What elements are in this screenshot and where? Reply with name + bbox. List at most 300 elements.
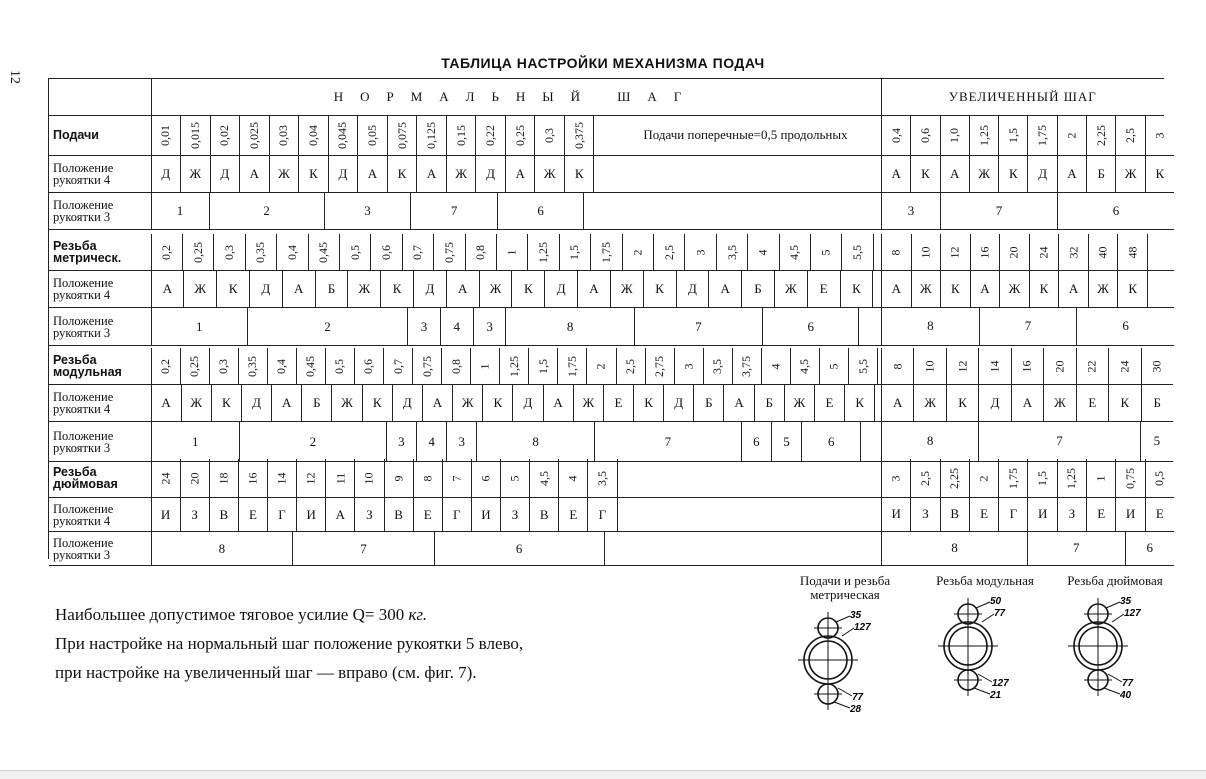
handle-4-position: Д [241,385,271,421]
value-cell [384,348,413,384]
page-title: ТАБЛИЦА НАСТРОЙКИ МЕХАНИЗМА ПОДАЧ [441,55,765,71]
value-cell-text: 2,5 [623,359,638,374]
top-gear-teeth-b: 127 [854,622,871,633]
increased-handle-3-position: 8 [926,433,934,448]
handle-4-grid [152,156,882,192]
handle-4-label: Положение рукоятки 4 [49,271,151,308]
value-cell-text: 3,5 [724,245,739,260]
value-cell-text: 0,05 [364,125,379,146]
handle-3-position: 2 [240,422,387,461]
normal-values-cell [151,234,881,271]
value-cell-text: 1,75 [598,242,613,263]
value-cell-text: 14 [274,472,289,485]
value-cell-text: 0,01 [158,125,173,146]
value-cell-text: 0,8 [473,245,488,260]
value-cell-text: 5 [507,475,522,482]
value-cell-text: 3 [681,363,696,370]
value-cell-text: 0,375 [571,122,586,149]
increased-handle-4-position: Д [979,385,1011,421]
value-cell-text: 4 [755,249,770,256]
value-cell [674,348,703,384]
value-cell [732,348,761,384]
value-cell-text: 24 [158,472,173,485]
section-label: Подачи [49,115,151,156]
gear-train-icon [930,594,1040,704]
value-cell-text: 0,3 [222,245,237,260]
handle-4-position: А [505,156,535,192]
value-cell [654,234,685,270]
gear-line [1104,688,1120,694]
handle-3-grid [152,193,882,229]
handle-4-position: Е [807,271,840,307]
handle-3-position: 3 [324,193,411,229]
handle-4-position: А [161,395,171,410]
increased-handle-4-position: И [1028,498,1057,531]
value-cell-text: 0,025 [246,122,261,149]
value-cell-text: 0,4 [274,359,289,374]
value-cell-text: 0,45 [303,356,318,377]
value-cell-text: 0,04 [305,125,320,146]
increased-value-cell [911,459,940,497]
handle-3-position: 6 [497,193,584,229]
handle-4-position: Д [664,385,694,421]
value-cell [622,234,653,270]
handle-4-position: К [387,156,417,192]
increased-handle-4-position: Ж [1000,271,1030,307]
header-corner [49,79,151,115]
increased-value-cell-text: 24 [1117,360,1132,373]
value-cell-text: 0,7 [410,245,425,260]
gear-diagram-caption: Подачи и резьба метрическая [799,573,891,602]
increased-value-cell [999,115,1028,155]
increased-value-cell-text: 10 [922,360,937,373]
empty-cell [859,308,881,345]
value-cell [703,348,732,384]
increased-value-cell-text: 2 [976,475,991,482]
handle-4-grid [152,498,882,531]
value-cell [530,459,559,497]
handle-4-position: Г [268,498,297,531]
handle-3-position: 6 [741,422,771,461]
increased-handle-4-position: Г [999,498,1028,531]
value-cell-text: 5,5 [850,245,865,260]
value-cell-text: 4 [565,475,580,482]
increased-value-cell-text: 20 [1052,360,1067,373]
increased-handle-4-position: Е [1087,498,1116,531]
value-cell [842,234,873,270]
handle-4-grid [152,271,882,307]
value-cell [299,115,329,155]
gear-diagram-caption: Резьба модульная [936,573,1034,588]
top-gear-teeth-a: 35 [1120,596,1132,607]
increased-value-cell [946,348,978,384]
handle-3-label: Положение рукоятки 3 [49,193,151,230]
increased-value-cell-text: 1,75 [1035,124,1050,146]
gear-diagram-2 [915,574,1055,704]
value-cell [496,234,527,270]
value-cell-text: 5 [818,249,833,256]
handle-4-position: И [160,506,171,522]
increased-value-cell-text: 16 [1019,360,1034,373]
handle-4-position: Г [588,498,617,531]
bottom-gear-teeth-b: 40 [1120,690,1132,701]
value-cell [471,459,500,497]
handle-4-position: Ж [479,271,512,307]
increased-handle-4-grid [882,271,1174,307]
value-cell [387,115,417,155]
increased-value-cell-text: 0,4 [888,127,903,143]
bottom-gear-teeth-b: 21 [990,690,1002,701]
top-gear-teeth-b: 127 [1124,608,1141,619]
handle-3-positions-cell [151,422,881,462]
increased-handle-4-cell [882,155,1174,192]
increased-value-cell [1057,115,1086,155]
handle-4-position: Д [328,156,358,192]
increased-handle-3-position: 3 [907,202,915,218]
section-increased-1 [881,234,1174,346]
increased-value-cell [882,234,912,270]
value-cell [267,348,296,384]
increased-handle-3-grid [882,422,1173,461]
increased-value-cell [1087,459,1116,497]
handle-4-position: Ж [784,385,814,421]
value-cell-text: 10 [361,472,376,485]
increased-value-cell [882,115,911,155]
increased-handle-3-cell [882,307,1174,345]
value-cell-text: 1 [504,249,519,256]
value-cell [471,348,500,384]
value-cell [417,115,447,155]
value-cell [384,459,413,497]
handle-4-position: К [299,156,329,192]
empty-cell [617,459,881,497]
gear-line [836,616,850,622]
feed-setup-table [48,78,1167,562]
increased-step-note: при настройке на увеличенный шаг — вправо (см. фиг. 7). [55,663,477,682]
empty-cell [1147,234,1174,270]
handle-4-position: Е [559,498,588,531]
increased-handle-4-position: И [891,506,901,521]
handle-4-position: Б [754,385,784,421]
increased-value-cell-text: 3 [1152,132,1167,139]
handle-4-position: А [282,271,315,307]
increased-value-cell [1011,348,1043,384]
value-cell [811,234,842,270]
value-cell-text: 3 [693,249,708,256]
handle-3-position: 6 [802,422,861,461]
increased-value-cell-text: 24 [1036,246,1051,259]
increased-value-cell [1044,348,1076,384]
increased-handle-3-position: 6 [1077,308,1174,345]
value-cell-text: 1 [477,363,492,370]
handle-4-position: К [483,385,513,421]
increased-value-cell-text: 2,5 [1123,127,1138,143]
increased-value-cell [1087,115,1116,155]
handle-4-position: Ж [446,156,476,192]
normal-values-cell [151,115,881,156]
increased-value-cell [969,115,998,155]
handle-3-position: 4 [416,422,446,461]
normal-values-grid [152,234,882,270]
increased-handle-4-grid [882,385,1173,421]
value-cell [476,115,506,155]
increased-handle-4-position: К [1118,271,1148,307]
value-cell-text: 0,045 [335,122,350,149]
increased-handle-4-grid [882,498,1174,531]
increased-value-cell-text: 2,25 [947,467,962,489]
value-cell [326,459,355,497]
handle-4-position: А [272,385,302,421]
value-cell [645,348,674,384]
increased-handle-3-cell [882,421,1173,461]
value-cell [442,459,471,497]
section-normal-1 [49,234,881,346]
handle-4-position: Д [545,271,578,307]
handle-4-position: К [362,385,392,421]
value-cell [355,459,384,497]
increased-value-cell-text: 8 [888,249,903,256]
value-cell-text: 11 [332,472,347,485]
value-cell [277,234,308,270]
value-cell-text: 1,5 [567,245,582,260]
value-cell-text: 4,5 [787,245,802,260]
normal-step-header: НОРМАЛЬНЫЙ ШАГ [151,79,881,115]
value-cell-text: 0,35 [245,356,260,377]
increased-handle-3-position: 7 [979,422,1141,461]
handle-4-position: К [564,156,594,192]
value-cell [559,459,588,497]
handle-4-position: А [446,271,479,307]
increased-handle-3-position: 7 [940,193,1057,229]
value-cell [152,234,183,270]
increased-value-cell-text: 0,5 [1152,470,1167,486]
value-cell [587,348,616,384]
handle-4-position: Ж [573,385,603,421]
increased-handle-4-position: А [1057,156,1086,192]
increased-handle-4-position: Д [1028,156,1057,192]
handle-3-positions-cell [151,308,881,346]
increased-handle-4-cell [882,384,1173,421]
increased-value-cell-text: 1,25 [1064,467,1079,489]
value-cell-text: 2,5 [661,245,676,260]
gear-diagram-3 [1045,574,1185,704]
value-cell-text: 9 [391,475,406,482]
value-cell-text: 6 [478,475,493,482]
increased-value-cell [1145,115,1174,155]
handle-4-position: К [840,271,873,307]
value-cell [325,348,354,384]
value-cell [779,234,810,270]
handle-4-position: Д [414,271,447,307]
increased-value-cell [1029,234,1059,270]
bottom-gear-teeth-a: 77 [1122,678,1134,689]
handle-4-position: Д [161,166,171,181]
handle-4-position: А [326,498,355,531]
value-cell [558,348,587,384]
section-normal-3 [49,459,881,566]
handle-4-position: Г [442,498,471,531]
handle-3-position: 6 [434,532,604,565]
value-cell-text: 0,45 [316,242,331,263]
increased-handle-4-cell [882,497,1174,531]
increased-value-cell-text: 12 [955,360,970,373]
increased-value-cell [1000,234,1030,270]
gear-line [978,674,992,682]
value-cell [564,115,594,155]
increased-value-cell-text: 8 [890,363,905,370]
value-cell-text: 0,5 [347,245,362,260]
value-cell [500,348,529,384]
value-cell-text: 20 [187,472,202,485]
increased-handle-4-position: Ж [969,156,998,192]
section-increased-2 [881,348,1173,462]
handle-3-position: 7 [411,193,498,229]
handle-4-position: Ж [269,156,299,192]
value-cell-text: 7 [449,475,464,482]
increased-value-cell [1057,459,1086,497]
increased-value-cell [941,234,971,270]
increased-value-cell-text: 14 [987,360,1002,373]
empty-cell [594,156,881,192]
handle-4-position: Ж [348,271,381,307]
increased-handle-4-position: К [941,271,971,307]
increased-handle-4-position: А [1011,385,1043,421]
handle-3-position: 2 [247,308,407,345]
increased-handle-4-position: А [1059,271,1089,307]
value-cell [616,348,645,384]
value-cell [442,348,471,384]
increased-handle-4-position: Б [1087,156,1116,192]
value-cell-text: 16 [245,472,260,485]
handle-4-position: Ж [181,385,211,421]
value-cell [210,115,240,155]
value-cell-text: 0,15 [453,125,468,146]
value-cell [529,348,558,384]
empty-cell [617,498,881,531]
section-increased-0 [881,115,1174,230]
handle-4-position: Ж [453,385,483,421]
value-cell [180,348,209,384]
max-force-unit: кг. [408,605,428,624]
value-cell-text: 0,125 [424,122,439,149]
normal-step-note: При настройке на нормальный шаг положение рукоятки 5 влево, [55,634,524,653]
handle-4-label: Положение рукоятки 4 [49,498,151,532]
handle-4-position: Е [603,385,633,421]
value-cell [465,234,496,270]
increased-handle-4-position: Ж [914,385,946,421]
handle-4-position: К [217,271,250,307]
value-cell-text: 1,5 [535,359,550,374]
increased-value-cell [940,115,969,155]
increased-handle-3-grid [882,532,1174,565]
increased-value-cell [914,348,946,384]
handle-4-position: Е [814,385,844,421]
empty-cell [1147,271,1174,307]
value-cell-text: 4 [768,363,783,370]
handle-4-position: А [709,271,742,307]
section-normal-2 [49,348,881,462]
handle-4-positions-cell [151,385,881,422]
increased-value-cell [1028,115,1057,155]
increased-value-cell [1116,115,1145,155]
increased-handle-3-position: 7 [1027,532,1125,565]
value-cell-text: 3,5 [710,359,725,374]
bottom-gear-teeth-a: 127 [992,678,1009,689]
value-cell-text: 0,25 [190,242,205,263]
handle-3-position: 7 [634,308,762,345]
increased-value-cell [911,115,940,155]
value-cell-text: 0,075 [394,122,409,149]
increased-value-cell [940,459,969,497]
value-cell-text: 0,02 [217,125,232,146]
normal-values-cell [151,348,881,385]
increased-handle-4-position: З [1057,498,1086,531]
value-cell-text: 18 [216,472,231,485]
increased-value-cell-text: 1 [1093,475,1108,482]
handle-4-position: К [634,385,664,421]
increased-handle-4-position: А [970,271,1000,307]
value-cell-text: 1,25 [536,242,551,263]
handle-3-position: 7 [594,422,741,461]
value-cell [434,234,465,270]
section-increased-3 [881,459,1174,566]
handle-3-position: 1 [176,203,184,218]
increased-value-cell [882,459,911,497]
handle-4-position: Е [238,498,267,531]
handle-3-grid [152,308,882,345]
max-force-text: Наибольшее допустимое тяговое усилие Q= 300 [55,605,405,624]
max-force-note [55,600,523,629]
page-number: 12 [7,70,22,84]
value-cell [535,115,565,155]
value-cell [588,459,617,497]
handle-3-position: 8 [506,308,634,345]
value-cell [402,234,433,270]
increased-handle-3-cell [882,531,1174,565]
increased-value-cell-text: 1,75 [1005,467,1020,489]
handle-3-position: 4 [440,308,473,345]
increased-value-cell [911,234,941,270]
section-label: Резьба дюймовая [49,459,151,498]
value-cell [413,459,442,497]
increased-handle-4-position: Е [1076,385,1108,421]
handle-4-label: Положение рукоятки 4 [49,385,151,422]
value-cell [591,234,622,270]
increased-handle-4-position: Ж [1044,385,1076,421]
increased-value-cell-text: 16 [977,246,992,259]
increased-value-cell-text: 0,75 [1123,467,1138,489]
handle-4-position: А [240,156,270,192]
gear-train-icon [790,608,900,718]
value-cell [152,115,181,155]
handle-4-position: Б [302,385,332,421]
value-cell [238,348,267,384]
increased-handle-3-cell [882,192,1174,229]
value-cell-text: 0,3 [216,359,231,374]
increased-handle-4-position: Ж [911,271,941,307]
handle-3-position: 5 [771,422,801,461]
increased-value-cell-text: 2 [1064,132,1079,139]
value-cell-text: 0,75 [441,242,456,263]
value-cell [268,459,297,497]
gear-line [1108,674,1122,682]
feed-note: Подачи поперечные=0,5 продольных [594,115,881,155]
increased-handle-4-position: К [1109,385,1141,421]
value-cell [180,459,209,497]
handle-4-position: А [162,281,173,296]
value-cell [240,115,270,155]
value-cell [371,234,402,270]
